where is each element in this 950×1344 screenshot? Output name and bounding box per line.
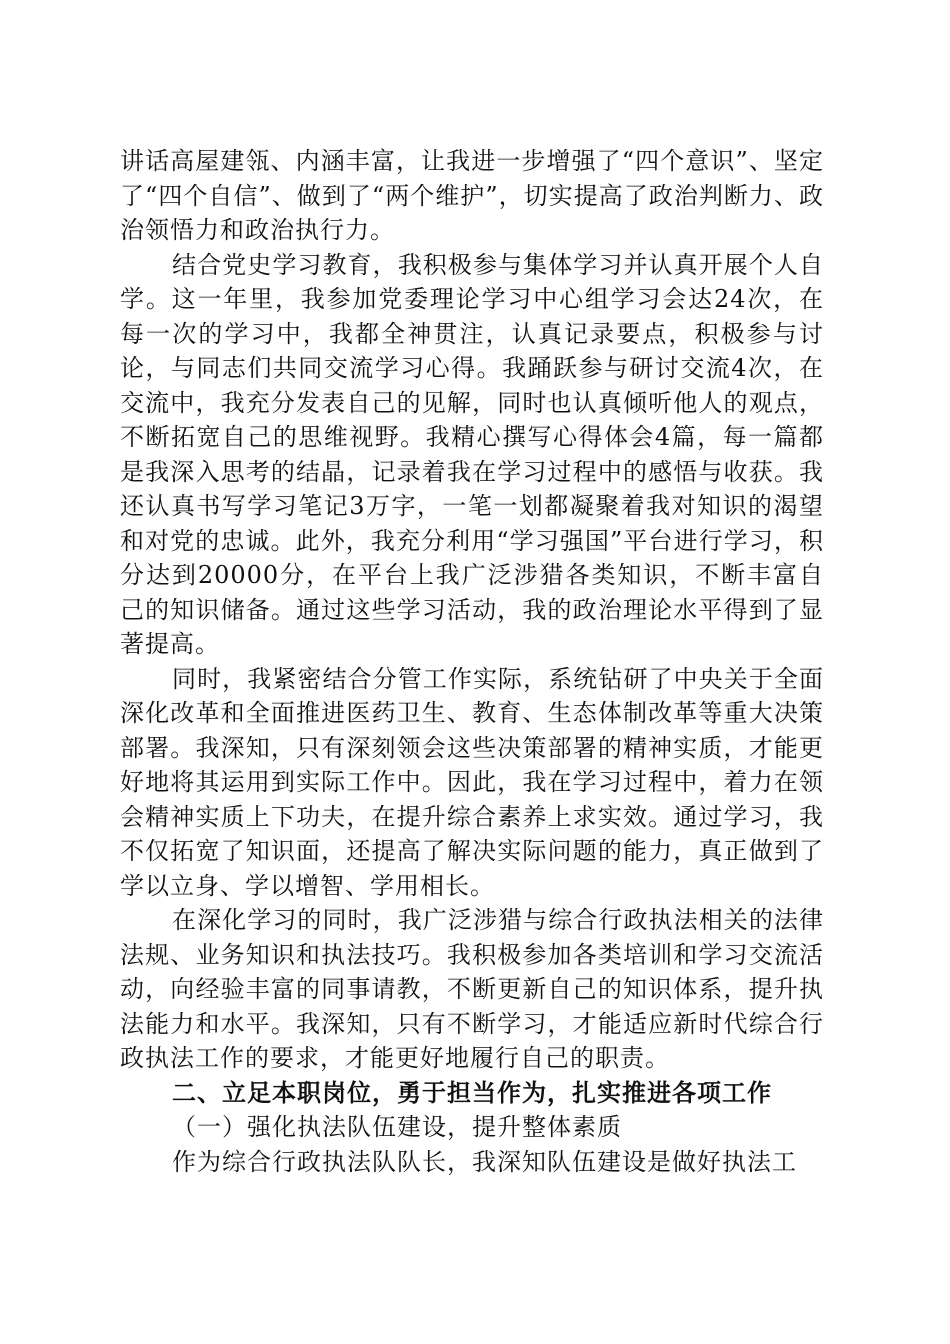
paragraph-party-history-study: 结合党史学习教育，我积极参与集体学习并认真开展个人自学。这一年里，我参加党委理论学习中心组学习会达24次，在每一次的学习中，我都全神贯注，认真记录要点，积极参与讨论，与同志们共同交流学习心得。我踊跃参与研讨交流4次，在交流中，我充分发表自己的见解，同时也认真倾听他人的观点，不断拓宽自己的思维视野。我精心撰写心得体会4篇，每一篇都是我深入思考的结晶，记录着我在学习过程中的感悟与收获。我还认真书写学习笔记3万字，一笔一划都凝聚着我对知识的渴望和对党的忠诚。此外，我充分利用“学习强国”平台进行学习，积分达到20000分，在平台上我广泛涉猎各类知识，不断丰富自己的知识储备。通过这些学习活动，我的政治理论水平得到了显著提高。 xyxy=(120,250,824,658)
document-body xyxy=(120,144,824,1179)
subsection-heading: （一）强化执法队伍建设，提升整体素质 xyxy=(172,1113,622,1141)
section-heading: 二、立足本职岗位，勇于担当作为，扎实推进各项工作 xyxy=(172,1078,772,1107)
paragraph-team-building: 作为综合行政执法队队长，我深知队伍建设是做好执法工 xyxy=(172,1147,797,1176)
paragraph-continuation: 讲话高屋建瓴、内涵丰富，让我进一步增强了“四个意识”、坚定了“四个自信”、做到了“两个维护”，切实提高了政治判断力、政治领悟力和政治执行力。 xyxy=(120,147,824,244)
paragraph-reform-study: 同时，我紧密结合分管工作实际，系统钻研了中央关于全面深化改革和全面推进医药卫生、教育、生态体制改革等重大决策部署。我深知，只有深刻领会这些决策部署的精神实质，才能更好地将其运用到实际工作中。因此，我在学习过程中，着力在领会精神实质上下功夫，在提升综合素养上求实效。通过学习，我不仅拓宽了知识面，还提高了解决实际问题的能力，真正做到了学以立身、学以增智、学用相长。 xyxy=(120,664,824,900)
paragraph-law-enforcement-study: 在深化学习的同时，我广泛涉猎与综合行政执法相关的法律法规、业务知识和执法技巧。我积极参加各类培训和学习交流活动，向经验丰富的同事请教，不断更新自己的知识体系，提升执法能力和水平。我深知，只有不断学习，才能适应新时代综合行政执法工作的要求，才能更好地履行自己的职责。 xyxy=(120,906,824,1072)
